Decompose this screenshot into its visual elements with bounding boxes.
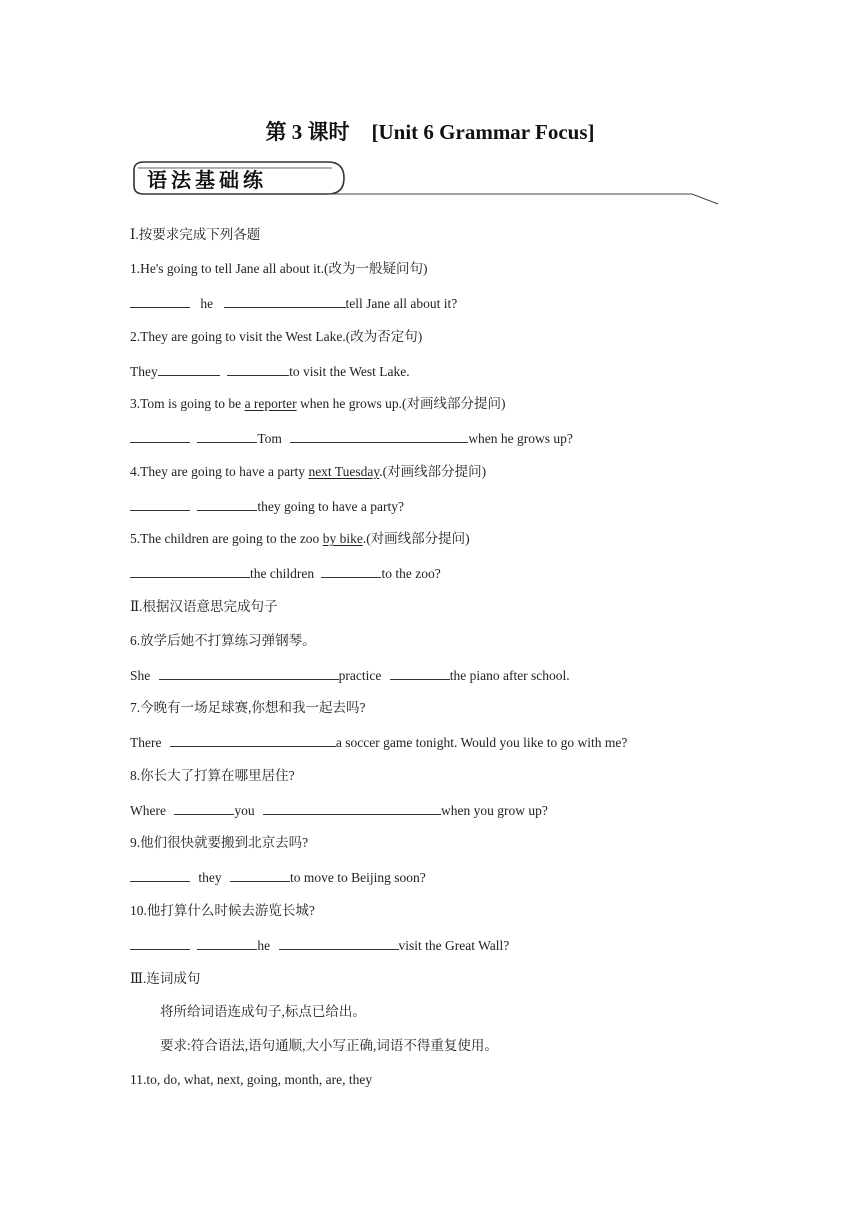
question-11: 11.to, do, what, next, going, month, are, they xyxy=(130,1072,373,1087)
section-3-heading: Ⅲ.连词成句 xyxy=(130,971,201,986)
answer-2: They to visit the West Lake. xyxy=(130,364,410,379)
blank[interactable] xyxy=(197,497,257,511)
answer-3: Tom when he grows up? xyxy=(130,429,573,448)
question-1: 1.He's going to tell Jane all about it.(改为一般疑问句) xyxy=(130,261,428,276)
answer-10: he visit the Great Wall? xyxy=(130,936,509,955)
blank[interactable] xyxy=(279,936,399,950)
answer-1: he tell Jane all about it? xyxy=(130,294,457,313)
blank[interactable] xyxy=(197,429,257,443)
blank[interactable] xyxy=(224,294,346,308)
question-9: 9.他们很快就要搬到北京去吗? xyxy=(130,835,309,850)
blank[interactable] xyxy=(227,362,289,376)
section-1-heading: Ⅰ.按要求完成下列各题 xyxy=(130,227,261,242)
blank[interactable] xyxy=(321,564,381,578)
blank[interactable] xyxy=(130,936,190,950)
blank[interactable] xyxy=(130,294,190,308)
answer-7: There a soccer game tonight. Would you like to go with me? xyxy=(130,735,628,750)
answer-6: She practice the piano after school. xyxy=(130,668,570,683)
section-3-note-2: 要求:符合语法,语句通顺,大小写正确,词语不得重复使用。 xyxy=(160,1038,498,1053)
blank[interactable] xyxy=(197,936,257,950)
question-2: 2.They are going to visit the West Lake.(改为否定句) xyxy=(130,329,423,344)
question-10: 10.他打算什么时候去游览长城? xyxy=(130,903,315,918)
underlined-phrase: a reporter xyxy=(244,396,297,411)
answer-8: Where you when you grow up? xyxy=(130,803,548,818)
blank[interactable] xyxy=(130,497,190,511)
blank[interactable] xyxy=(170,733,336,747)
underlined-phrase: by bike xyxy=(322,531,363,546)
blank[interactable] xyxy=(230,868,290,882)
blank[interactable] xyxy=(158,362,220,376)
blank[interactable] xyxy=(130,868,190,882)
title-en: [Unit 6 Grammar Focus] xyxy=(371,120,595,144)
blank[interactable] xyxy=(263,801,441,815)
answer-9: they to move to Beijing soon? xyxy=(130,868,426,887)
banner-label: 语法基础练 xyxy=(147,168,267,192)
question-5: 5.The children are going to the zoo by bike.(对画线部分提问) xyxy=(130,531,470,546)
answer-5: the children to the zoo? xyxy=(130,564,441,583)
title-cn: 第 3 课时 xyxy=(265,120,350,144)
question-8: 8.你长大了打算在哪里居住? xyxy=(130,768,295,783)
blank[interactable] xyxy=(159,666,339,680)
question-3: 3.Tom is going to be a reporter when he grows up.(对画线部分提问) xyxy=(130,396,506,411)
underlined-phrase: next Tuesday xyxy=(308,464,380,479)
question-4: 4.They are going to have a party next Tuesday.(对画线部分提问) xyxy=(130,464,487,479)
question-6: 6.放学后她不打算练习弹钢琴。 xyxy=(130,633,316,648)
page-title xyxy=(0,116,860,146)
blank[interactable] xyxy=(130,564,250,578)
section-3-note-1: 将所给词语连成句子,标点已给出。 xyxy=(160,1004,366,1019)
blank[interactable] xyxy=(390,666,450,680)
answer-4: they going to have a party? xyxy=(130,497,404,516)
question-7: 7.今晚有一场足球赛,你想和我一起去吗? xyxy=(130,700,366,715)
blank[interactable] xyxy=(174,801,234,815)
section-2-heading: Ⅱ.根据汉语意思完成句子 xyxy=(130,599,278,614)
blank[interactable] xyxy=(130,429,190,443)
blank[interactable] xyxy=(290,429,468,443)
